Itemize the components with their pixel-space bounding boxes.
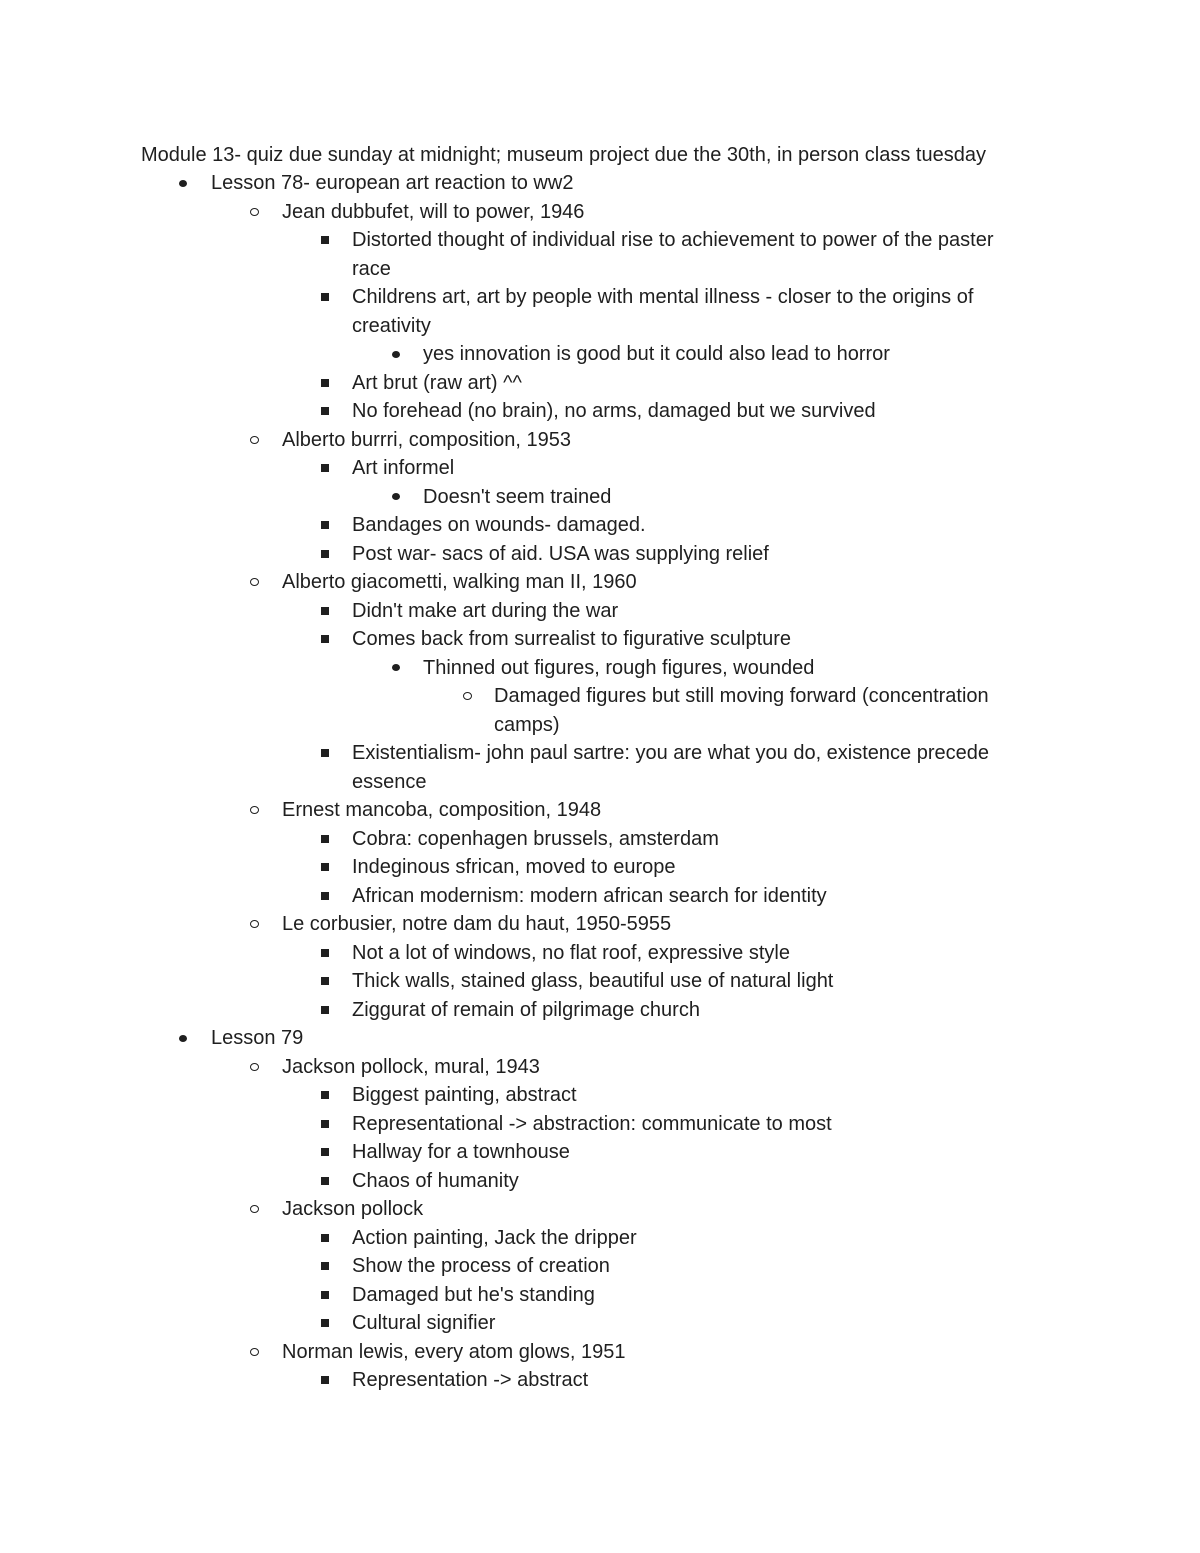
outline-item [0,226,1200,283]
outline-item [0,1281,1200,1310]
outline-item [0,198,1200,227]
outline-item [0,483,1200,512]
square-bullet-icon [318,226,332,255]
outline-item-text: Indeginous sfrican, moved to europe [352,856,676,878]
outline-item-text: Existentialism- john paul sartre: you are what you do, existence precede [352,742,990,764]
square-bullet-icon [318,1081,332,1110]
outline-item [0,597,1200,626]
square-bullet-icon [318,1366,332,1395]
outline-item [0,1110,1200,1139]
outline-item-text: Doesn't seem trained [423,485,612,508]
outline-item [0,825,1200,854]
outline-item-text: Representational -> abstraction: communicate to most [352,1112,832,1135]
outline-item [0,1252,1200,1281]
circle-bullet-icon [460,682,474,711]
square-bullet-icon [318,1224,332,1253]
notes-outline [0,169,1200,1395]
square-bullet-icon [318,1110,332,1139]
square-bullet-icon [318,397,332,426]
outline-item [0,853,1200,882]
outline-item-text: Ziggurat of remain of pilgrimage church [352,998,700,1021]
outline-item [0,1224,1200,1253]
outline-item [0,625,1200,654]
outline-item-text: race [352,257,391,280]
outline-item-text: Post war- sacs of aid. USA was supplying relief [352,542,769,565]
outline-item-text: Not a lot of windows, no flat roof, expressive style [352,941,790,964]
outline-item-text: Jean dubbufet, will to power, 1946 [282,200,585,223]
square-bullet-icon [318,511,332,540]
outline-item-text: Alberto giacometti, walking man II, 1960 [282,571,637,593]
disc-bullet-icon [176,1024,190,1053]
outline-item [0,1138,1200,1167]
outline-item [0,796,1200,825]
outline-item-text: Cultural signifier [352,1312,496,1334]
outline-item [0,1195,1200,1224]
disc-bullet-icon [176,169,190,198]
outline-item-text: African modernism: modern african search for identity [352,884,827,907]
outline-item-text: Biggest painting, abstract [352,1084,577,1106]
square-bullet-icon [318,625,332,654]
outline-item-text: Thinned out figures, rough figures, wounded [423,656,815,679]
outline-item [0,654,1200,683]
outline-item-text: Show the process of creation [352,1255,610,1277]
outline-item [0,169,1200,198]
outline-item-text: Lesson 78- european art reaction to ww2 [211,172,574,194]
outline-item [0,454,1200,483]
square-bullet-icon [318,825,332,854]
square-bullet-icon [318,454,332,483]
square-bullet-icon [318,1252,332,1281]
outline-item-text: Representation -> abstract [352,1369,589,1391]
square-bullet-icon [318,996,332,1025]
outline-item-text: Childrens art, art by people with mental illness - closer to the origins of [352,286,974,308]
square-bullet-icon [318,1167,332,1196]
outline-item-text: camps) [494,713,560,736]
outline-item-text: Le corbusier, notre dam du haut, 1950-5955 [282,913,672,935]
square-bullet-icon [318,939,332,968]
outline-item-text: Action painting, Jack the dripper [352,1226,637,1249]
outline-item [0,397,1200,426]
outline-item-text: Art brut (raw art) ^^ [352,371,522,394]
outline-item-text: Jackson pollock, mural, 1943 [282,1055,540,1078]
outline-item [0,1053,1200,1082]
square-bullet-icon [318,1138,332,1167]
outline-item-text: Didn't make art during the war [352,599,619,622]
outline-item-text: Thick walls, stained glass, beautiful use of natural light [352,970,834,992]
circle-bullet-icon [247,1195,261,1224]
outline-item-text: Bandages on wounds- damaged. [352,514,646,536]
square-bullet-icon [318,1281,332,1310]
outline-item [0,910,1200,939]
square-bullet-icon [318,540,332,569]
outline-item-text: Comes back from surrealist to figurative sculpture [352,628,792,650]
outline-item-text: Distorted thought of individual rise to achievement to power of the paster [352,229,994,251]
square-bullet-icon [318,1309,332,1338]
square-bullet-icon [318,882,332,911]
outline-item [0,1024,1200,1053]
page-heading: Module 13- quiz due sunday at midnight; museum project due the 30th, in person class tuesday [141,144,986,166]
disc-bullet-icon [389,340,403,369]
square-bullet-icon [318,597,332,626]
outline-item-text: Norman lewis, every atom glows, 1951 [282,1340,626,1363]
square-bullet-icon [318,739,332,768]
outline-item [0,1309,1200,1338]
outline-item-text: Damaged but he's standing [352,1283,595,1306]
outline-item [0,1366,1200,1395]
square-bullet-icon [318,967,332,996]
outline-item [0,882,1200,911]
outline-item-text: Chaos of humanity [352,1169,519,1192]
outline-item-text: Alberto burrri, composition, 1953 [282,428,572,451]
disc-bullet-icon [389,483,403,512]
outline-item [0,283,1200,340]
outline-item-text: Lesson 79 [211,1027,304,1049]
outline-item-text: No forehead (no brain), no arms, damaged but we survived [352,400,876,422]
outline-item [0,739,1200,796]
circle-bullet-icon [247,910,261,939]
outline-item-text: Damaged figures but still moving forward (concentration [494,685,989,707]
outline-item-text: Hallway for a townhouse [352,1141,570,1163]
square-bullet-icon [318,369,332,398]
outline-item-text: essence [352,770,427,793]
outline-item-text: creativity [352,314,431,337]
outline-item [0,996,1200,1025]
outline-item [0,340,1200,369]
circle-bullet-icon [247,426,261,455]
square-bullet-icon [318,283,332,312]
outline-item [0,682,1200,739]
square-bullet-icon [318,853,332,882]
outline-item-text: Cobra: copenhagen brussels, amsterdam [352,827,719,850]
outline-item [0,939,1200,968]
circle-bullet-icon [247,1053,261,1082]
outline-item [0,967,1200,996]
outline-item-text: Art informel [352,457,455,479]
outline-item [0,426,1200,455]
circle-bullet-icon [247,568,261,597]
outline-item [0,568,1200,597]
circle-bullet-icon [247,796,261,825]
disc-bullet-icon [389,654,403,683]
circle-bullet-icon [247,198,261,227]
outline-item [0,540,1200,569]
outline-item-text: Jackson pollock [282,1198,424,1220]
outline-item-text: yes innovation is good but it could also lead to horror [423,343,890,365]
outline-item [0,511,1200,540]
outline-item [0,1167,1200,1196]
outline-item-text: Ernest mancoba, composition, 1948 [282,799,602,821]
outline-item [0,1338,1200,1367]
outline-item [0,369,1200,398]
outline-item [0,1081,1200,1110]
circle-bullet-icon [247,1338,261,1367]
